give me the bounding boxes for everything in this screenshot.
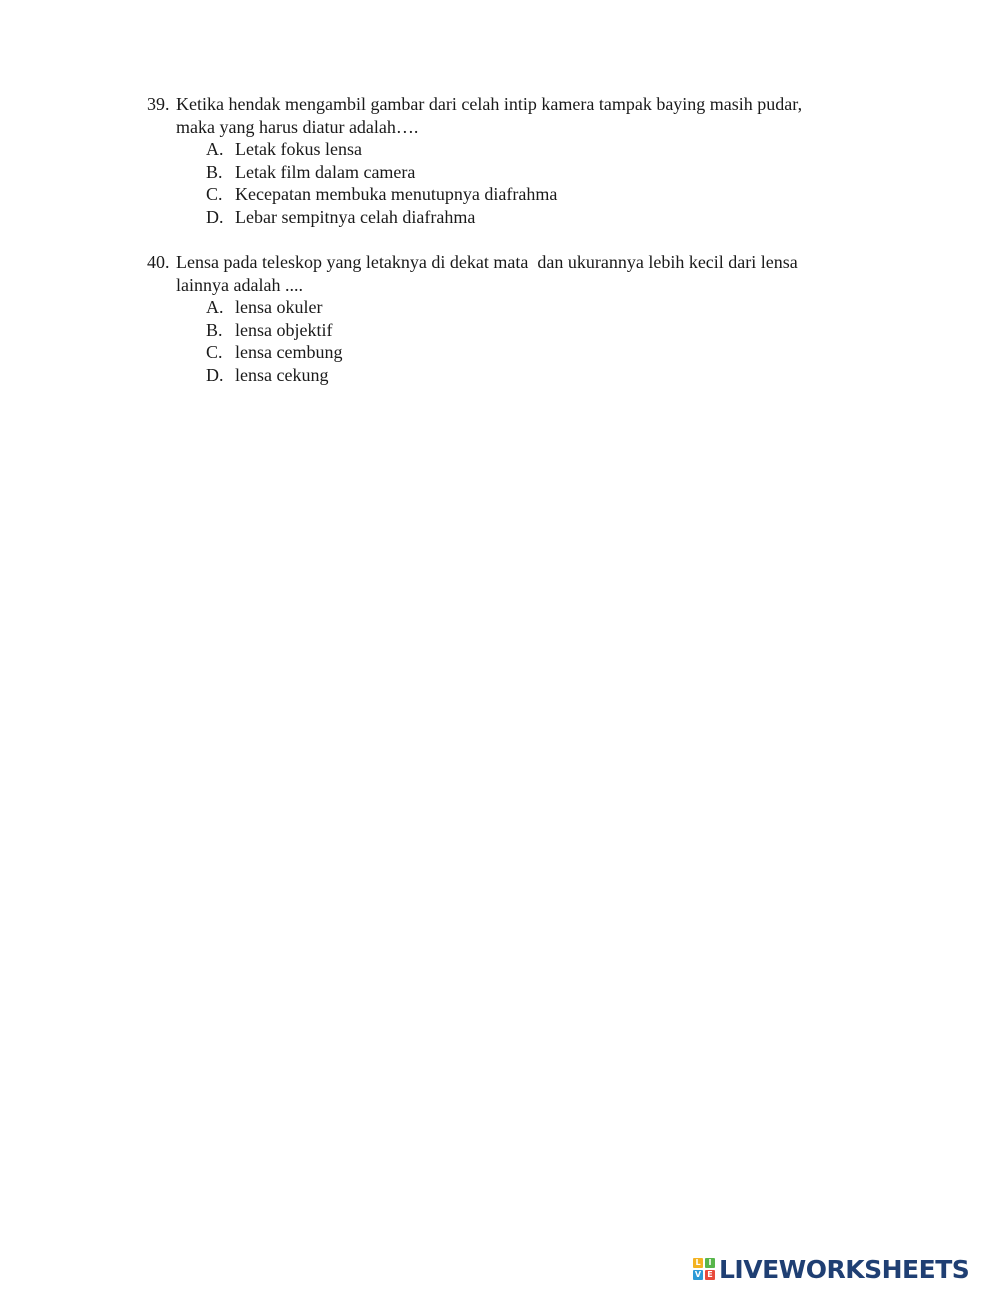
question-40-stem xyxy=(147,251,867,274)
question-40-stem-cont xyxy=(147,274,867,297)
option-c[interactable] xyxy=(147,183,867,206)
option-text: lensa cembung xyxy=(235,342,343,363)
liveworksheets-logo xyxy=(693,1255,969,1283)
option-d[interactable] xyxy=(147,206,867,229)
option-b[interactable] xyxy=(147,161,867,184)
option-text: lensa cekung xyxy=(235,364,329,385)
option-letter: A. xyxy=(206,297,224,318)
option-letter: C. xyxy=(206,342,223,363)
option-letter: D. xyxy=(206,206,224,227)
option-text: Letak fokus lensa xyxy=(235,139,362,160)
answer-options xyxy=(147,296,867,386)
option-text: lensa objektif xyxy=(235,319,333,340)
option-text: Lebar sempitnya celah diafrahma xyxy=(235,206,476,227)
option-letter: B. xyxy=(206,319,223,340)
question-39 xyxy=(147,93,867,229)
option-text: lensa okuler xyxy=(235,297,323,318)
option-c[interactable] xyxy=(147,341,867,364)
option-letter: D. xyxy=(206,364,224,385)
option-b[interactable] xyxy=(147,319,867,342)
question-text: Lensa pada teleskop yang letaknya di dekat mata dan ukurannya lebih kecil dari lensa xyxy=(176,252,798,272)
answer-options xyxy=(147,138,867,228)
question-text-cont: lainnya adalah .... xyxy=(176,274,303,295)
option-letter: B. xyxy=(206,161,223,182)
question-39-stem xyxy=(147,93,867,116)
question-39-stem-cont xyxy=(147,116,867,139)
option-a[interactable] xyxy=(147,138,867,161)
question-number: 40. xyxy=(147,252,170,272)
question-number: 39. xyxy=(147,94,170,114)
option-a[interactable] xyxy=(147,296,867,319)
option-text: Kecepatan membuka menutupnya diafrahma xyxy=(235,184,558,205)
question-text: Ketika hendak mengambil gambar dari celah intip kamera tampak baying masih pudar, xyxy=(176,94,803,114)
logo-text: LIVEWORKSHEETS xyxy=(719,1254,970,1284)
option-text: Letak film dalam camera xyxy=(235,161,416,182)
option-letter: A. xyxy=(206,139,224,160)
question-40 xyxy=(147,251,867,387)
option-d[interactable] xyxy=(147,364,867,387)
option-letter: C. xyxy=(206,184,223,205)
logo-mark-icon: L I V E xyxy=(693,1258,715,1280)
question-text-cont: maka yang harus diatur adalah…. xyxy=(176,116,419,137)
